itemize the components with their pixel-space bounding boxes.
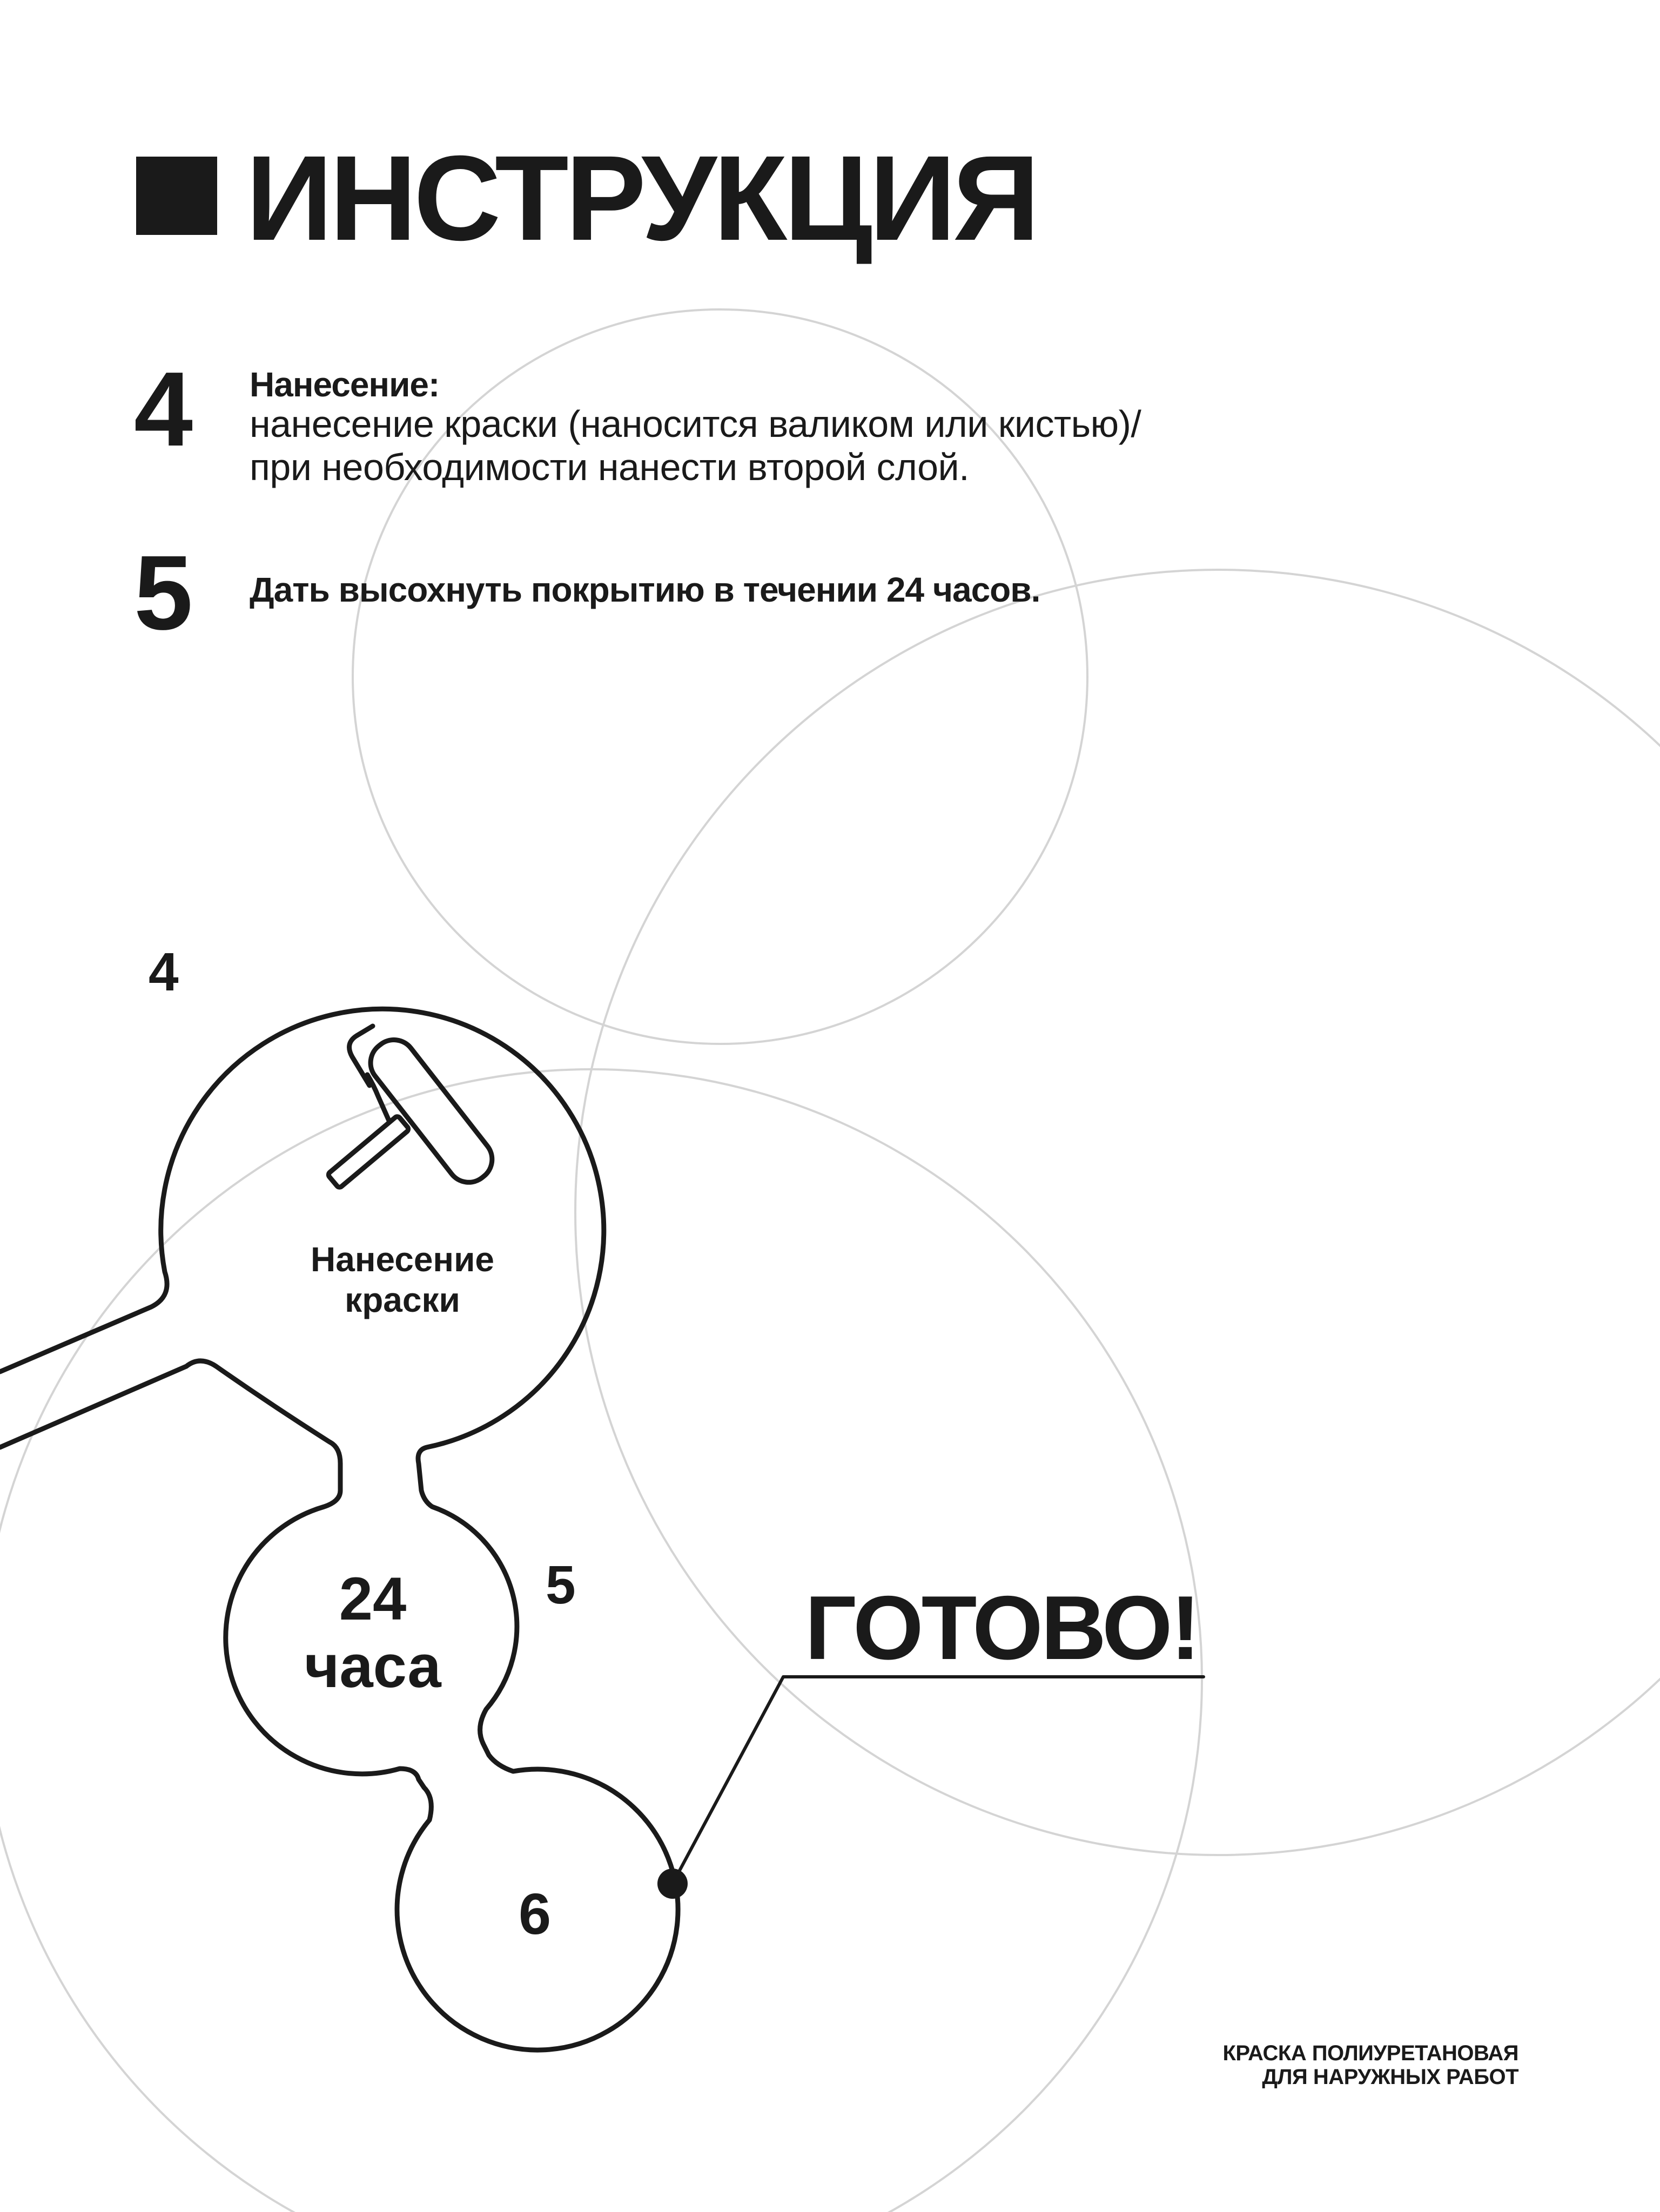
stage-6-number: 6: [518, 1881, 552, 1946]
stage-5-label-line-2: часа: [304, 1633, 441, 1700]
product-name-line-1: КРАСКА ПОЛИУРЕТАНОВАЯ: [1222, 2041, 1518, 2065]
done-label: ГОТОВО!: [805, 1577, 1199, 1678]
stage-5-label-line-1: 24: [339, 1565, 407, 1633]
step-4-heading: Нанесение:: [250, 365, 440, 404]
step-5-number: 5: [134, 534, 191, 652]
product-name-line-2: ДЛЯ НАРУЖНЫХ РАБОТ: [1262, 2065, 1518, 2089]
product-name: [1222, 2041, 1518, 2089]
step-4-text-line-2: при необходимости нанести второй слой.: [250, 446, 970, 488]
done-connector-dot: [657, 1869, 688, 1899]
step-4-text-line-1: нанесение краски (наносится валиком или кистью)/: [250, 403, 1141, 445]
stage-4-label-line-2: краски: [345, 1280, 460, 1319]
page-title: ИНСТРУКЦИЯ: [246, 131, 1037, 266]
stage-4-label-line-1: Нанесение: [311, 1240, 494, 1279]
done-leader-line: [673, 1677, 1204, 1884]
paint-roller-icon: [327, 1026, 501, 1191]
step-5-heading: Дать высохнуть покрытию в течении 24 часов.: [250, 570, 1040, 609]
stage-5-number: 5: [546, 1555, 576, 1615]
stage-4-number: 4: [149, 942, 179, 1002]
step-4-number: 4: [134, 350, 191, 468]
